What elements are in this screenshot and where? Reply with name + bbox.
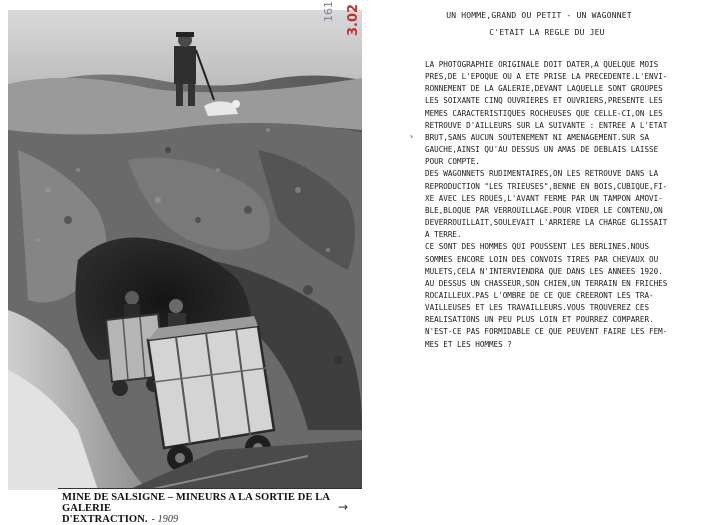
body-paragraphs — [425, 59, 717, 351]
body-line: A TERRE. — [425, 230, 462, 240]
body-line: N'EST-CE PAS FORMIDABLE CE QUE PEUVENT FAIRE LES FEM- — [425, 327, 668, 337]
body-line: MEMES CARACTERISTIQUES ROCHEUSES QUE CELLE-CI,ON LES — [425, 108, 663, 118]
body-line: VAILLEUSES ET LES TRAVAILLEURS.VOUS TROUVEREZ CES — [425, 303, 650, 313]
body-line: BRUT,SANS AUCUN SOUTENEMENT NI AMENAGEMENT.SUR SA — [425, 132, 650, 142]
handwritten-annotations — [318, 2, 362, 42]
body-line: GAUCHE,AINSI QU'AU DESSUS UN AMAS DE DEBLAIS LAISSE — [425, 145, 659, 155]
body-line: LES SOIXANTE CINQ OUVRIERES ET OUVRIERS,PRESENTE LES — [425, 96, 663, 106]
body-line: CE SONT DES HOMMES QUI POUSSENT LES BERLINES.NOUS — [425, 242, 650, 252]
typed-text-page — [362, 0, 720, 515]
page-number: 3.02 — [346, 3, 361, 36]
body-line: RETROUVE D'AILLEURS SUR LA SUIVANTE : ENTREE A L'ETAT — [425, 120, 668, 130]
body-line: REALISATIONS UN PEU PLUS LOIN ET POURREZ COMPARER. — [425, 315, 654, 325]
photo-caption-box — [58, 488, 362, 525]
body-line: MULETS,CELA N'INTERVIENDRA QUE DANS LES ANNEES 1920. — [425, 266, 663, 276]
arrow-mark: → — [338, 500, 349, 514]
handwritten-year: - 1909 — [151, 514, 179, 525]
body-line: POUR COMPTE. — [425, 157, 480, 167]
body-line: RONNEMENT DE LA GALERIE,DEVANT LAQUELLE SONT GROUPES — [425, 84, 663, 94]
body-line: DEVERROUILLAIT,SOULEVAIT L'ARRIERE LA CHARGE GLISSAIT — [425, 218, 668, 228]
heading-line-2: C'ETAIT LA REGLE DU JEU — [489, 28, 605, 37]
body-line: REPRODUCTION "LES TRIEUSES",BENNE EN BOIS,CUBIQUE,FI- — [425, 181, 668, 191]
mine-photo-illustration — [8, 10, 362, 490]
body-line: PRES,DE L'EPOQUE OU A ETE PRISE LA PRECEDENTE.L'ENVI- — [425, 72, 668, 82]
body-line: AU DESSUS UN CHASSEUR,SON CHIEN,UN TERRAIN EN FRICHES — [425, 278, 668, 288]
body-line: ROCAILLEUX.PAS L'OMBRE DE CE QUE CREERONT LES TRA- — [425, 290, 654, 300]
handwritten-reference: 161 — [322, 1, 335, 22]
caption-line-2: D'EXTRACTION. — [62, 514, 148, 525]
mine-photograph — [8, 10, 362, 490]
heading-line-1: UN HOMME,GRAND OU PETIT - UN WAGONNET — [446, 11, 632, 20]
margin-mark: › — [410, 132, 414, 141]
body-line: XE AVEC LES ROUES,L'AVANT FERME PAR UN TAMPON AMOVI- — [425, 193, 663, 203]
caption-line-1: MINE DE SALSIGNE – MINEURS A LA SORTIE DE LA GALERIE — [62, 492, 330, 514]
body-line: BLE,BLOQUE PAR VERROUILLAGE.POUR VIDER LE CONTENU,ON — [425, 205, 663, 215]
body-line: DES WAGONNETS RUDIMENTAIRES,ON LES RETROUVE DANS LA — [425, 169, 659, 179]
body-line: SOMMES ENCORE LOIN DES CONVOIS TIRES PAR CHEVAUX OU — [425, 254, 659, 264]
body-line: MES ET LES HOMMES ? — [425, 339, 512, 349]
body-line: LA PHOTOGRAPHIE ORIGINALE DOIT DATER,A QUELQUE MOIS — [425, 60, 659, 69]
photo-caption — [62, 492, 362, 525]
